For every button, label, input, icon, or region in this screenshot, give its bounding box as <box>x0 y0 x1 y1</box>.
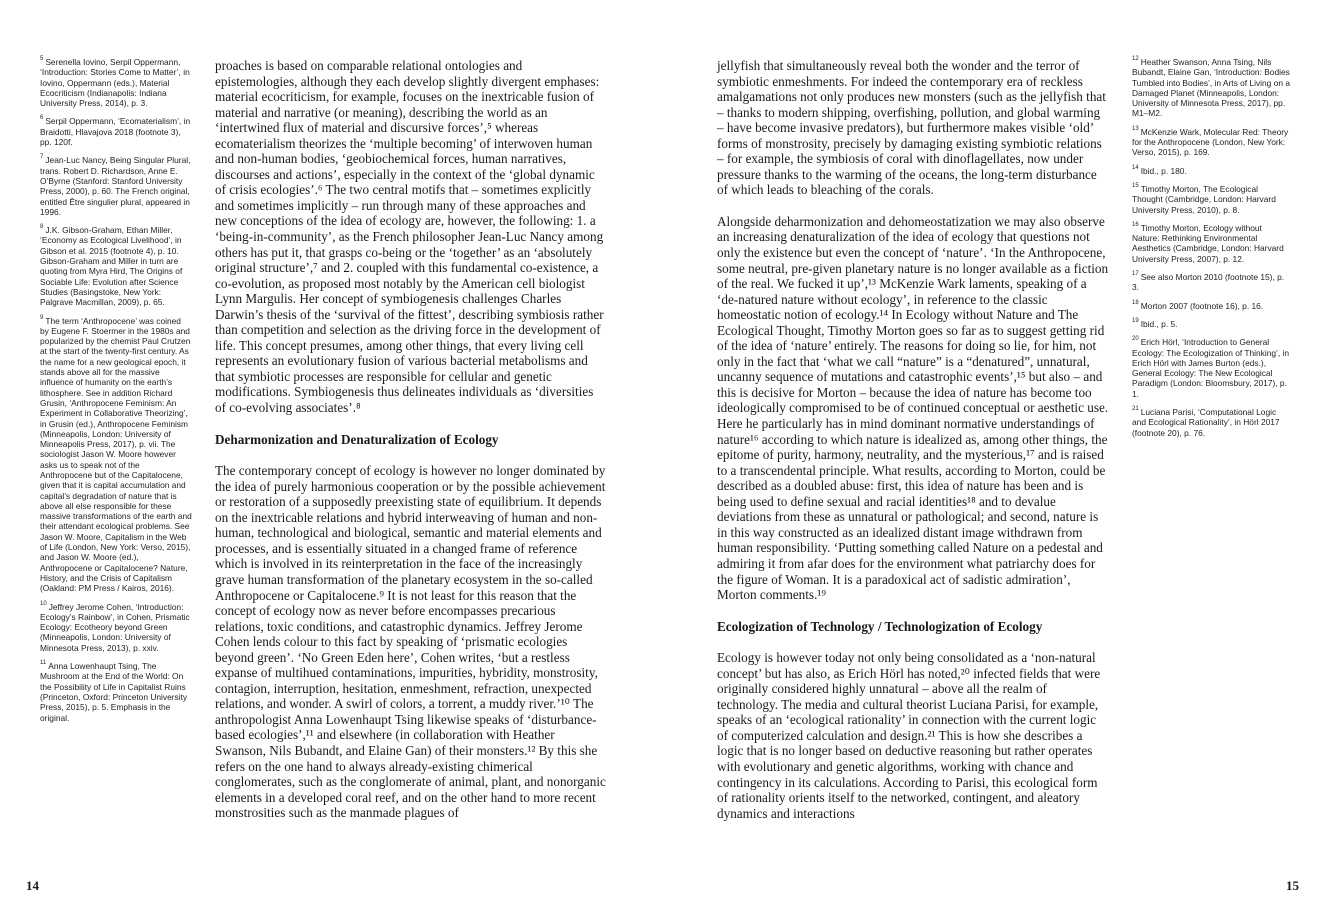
paragraph: Alongside deharmonization and dehomeostatization we may also observe an increasing denaturalization of the idea of ecology that questions not only the existence but even the concept of ‘nature’. ‘In the Anthropocene, some neutral, pre-given planetary nature is no longer available as a fiction of the real. We fucked it up’,¹³ McKenzie Wark laments, speaking of a ‘de-natured nature without ecology’, in reference to the classic homeostatic notion of ecology.¹⁴ In Ecology without Nature and The Ecological Thought, Timothy Morton goes so far as to suggest getting rid of the idea of ‘nature’ entirely. The reasons for doing so lie, for him, not only in the fact that ‘what we call “nature” is a “denatured”, unnatural, uncanny sequence of mutations and catastrophic events’,¹⁵ but also – and this is decisive for Morton – because the idea of nature has become too ideologically compromised to be of continued conceptual or aesthetic use. Here he particularly has in mind dominant normative understandings of nature¹⁶ according to which nature is idealized as, among other things, the epitome of purity, harmony, neutrality, and the mysterious,¹⁷ and is raised to a transcendental principle. What results, according to Morton, could be described as a doubled abuse: first, this idea of nature has been and is being used to define sexual and racial identities¹⁸ and to devalue deviations from these as unnatural or pathological; and second, nature is in this way constructed as an idealized distant image withdrawn from human responsibility. ‘Putting something called Nature on a pedestal and admiring it from afar does for the environment what patriarchy does for the figure of Woman. It is a paradoxical act of sadistic admiration’, Morton comments.¹⁹ <box>717 213 1109 603</box>
footnote: $^6$ Serpil Oppermann, ‘Ecomaterialism’, in Braidotti, Hlavajova 2018 (footnote 3), pp. 120f. <box>40 115 191 148</box>
footnote: $^{18}$ Morton 2007 (footnote 16), p. 16. <box>1132 299 1264 311</box>
footnote: $^{13}$ McKenzie Wark, Molecular Red: Theory for the Anthropocene (London, New York: Verso, 2015), p. 169. <box>1132 125 1289 158</box>
body-text-right <box>717 58 1109 821</box>
section-heading: Deharmonization and Denaturalization of Ecology <box>215 431 499 447</box>
footnote: $^{19}$ Ibid., p. 5. <box>1132 317 1178 329</box>
paragraph: Ecology is however today not only being consolidated as a ‘non-natural concept’ but has also, as Erich Hörl has noted,²⁰ infected fields that were originally considered highly unnatural – above all the realm of technology. The media and cultural theorist Luciana Parisi, for example, speaks of an ‘ecological rationality’ in connection with the current logic of computerized calculation and design.²¹ This is how she describes a logic that is no longer based on deductive reasoning but rather operates with evolutionary and genetic algorithms, working with chance and contingency in its calculations. According to Parisi, this ecological form of rationality orients itself to the networked, contingent, and aleatory dynamics and interactions <box>717 650 1101 821</box>
footnote: $^{21}$ Luciana Parisi, ‘Computational Logic and Ecological Rationality’, in Hörl 2017 (footnote 20), p. 76. <box>1132 406 1280 438</box>
footnote: $^5$ Serenella Iovino, Serpil Oppermann, ‘Introduction: Stories Come to Matter’, in Iovino, Oppermann (eds.), Material Ecocriticism (Indianapolis: Indiana University Press, 2014), p. 3. <box>40 56 190 109</box>
paragraph: proaches is based on comparable relational ontologies and epistemologies, although they each develop slightly divergent emphases: material ecocriticism, for example, focuses on the inextricable fusion of material and narrative (or meaning), describing the world as an ‘intertwined flux of material and discursive forces’,⁵ whereas ecomaterialism theorizes the ‘multiple becoming’ of interwoven human and non-human bodies, ‘geobiochemical forces, human narratives, discourses and actions’, especially in the context of the ‘global dynamic of crisis ecologies’.⁶ The two central motifs that – sometimes explicitly and sometimes implicitly – run through many of these approaches and new conceptions of the idea of ecology are, however, the following: 1. a ‘being-in-community’, as the French philosopher Jean-Luc Nancy among others has put it, that grasps co-being or the ‘together’ as an ‘absolutely original structure’,⁷ and 2. coupled with this fundamental co-existence, a co-evolution, as proposed most notably by the American cell biologist Lynn Margulis. Her concept of symbiogenesis challenges Charles Darwin’s thesis of the ‘survival of the fittest’, describing symbiosis rather than competition and selection as the driving force in the development of life. This concept presumes, among other things, that every living cell represents an evolutionary fusion of various bacterial metabolisms and that symbiotic processes are responsible for cellular and genetic modifications. Symbiogenesis thus delineates individuals as ‘diversities of co-evolving associates’.⁸ <box>215 58 604 416</box>
footnote: $^{20}$ Erich Hörl, ‘Introduction to General Ecology: The Ecologization of Thinking’, in Erich Hörl with James Burton (eds.), General Ecology: The New Ecological Paradigm (London: Bloomsbury, 2017), p. 1. <box>1132 336 1290 399</box>
footnote: $^{17}$ See also Morton 2010 (footnote 15), p. 3. <box>1132 271 1285 293</box>
footnote: $^7$ Jean-Luc Nancy, Being Singular Plural, trans. Robert D. Richardson, Anne E. O’Byrne (Stanford: Stanford University Press, 2000), p. 60. The French original, entitled Être singulier plural, appeared in 1996. <box>40 154 191 217</box>
paragraph: The contemporary concept of ecology is however no longer dominated by the idea of purely harmonious cooperation or by the possible achievement or restoration of a supposedly preexisting state of equilibrium. It depends on the inextricable relations and hybrid interweaving of human and non-human, technological and biological, semantic and material elements and processes, and is essentially situated in a changed frame of reference which is involved in its reinterpretation in the face of the increasingly grave human transformation of the planetary ecosystem in the so-called Anthropocene or Capitalocene.⁹ It is not least for this reason that the concept of ecology now as never before encompasses precarious relations, toxic conditions, and catastrophic dynamics. Jeffrey Jerome Cohen lends colour to this fact by speaking of ‘prismatic ecologies beyond green’. ‘No Green Eden here’, Cohen writes, ‘but a restless expanse of multihued contaminations, impurities, hybridity, monstrosity, contagion, interruption, hesitation, enmeshment, refraction, unexpected relations, and wonder. A swirl of colors, a torrent, a muddy river.’¹⁰ The anthropologist Anna Lowenhaupt Tsing likewise speaks of ‘disturbance-based ecologies’,¹¹ and elsewhere (in collaboration with Heather Swanson, Nils Bubandt, and Elaine Gan) of their monsters.¹² By this she refers on the one hand to always already-existing chimerical conglomerates, such as the conglomerate of animal, plant, and nonorganic elements in a developed coral reef, and on the other hand to more recent monstrosities such as the manmade plagues of <box>215 463 606 821</box>
footnote: $^{10}$ Jeffrey Jerome Cohen, ‘Introduction: Ecology’s Rainbow’, in Cohen, Prismatic Ecology: Ecotheory beyond Green (Minneapolis, London: University of Minnesota Press, 2013), p. xxiv. <box>40 600 190 653</box>
section-heading: Ecologization of Technology / Technologization of Ecology <box>717 618 1043 634</box>
paragraph: jellyfish that simultaneously reveal both the wonder and the terror of symbiotic enmeshments. For indeed the contemporary era of reckless amalgamations not only produces new monsters (such as the jellyfish that – thanks to modern shipping, overfishing, pollution, and global warming – have become invasive predators), but furthermore makes visible ‘old’ forms of monstrosity, precisely by damaging existing symbiotic relations – for example, the symbiosis of coral with dinoflagellates, now under pressure thanks to the warming of the oceans, the long-term disturbance of which leads to bleaching of the corals. <box>717 58 1106 198</box>
footnote: $^9$ The term ‘Anthropocene’ was coined by Eugene F. Stoermer in the 1980s and popularized by the chemist Paul Crutzen at the start of the twenty-first century. As the name for a new geological epoch, it stands above all for the massive influence of humanity on the earth’s lithosphere. See in addition Richard Grusin, ‘Anthropocene Feminism: An Experiment in Collaborative Theorizing’, in Grusin (ed.), Anthropocene Feminism (Minneapolis, London: University of Minneapolis Press, 2017), p. vii. The sociologist Jason W. Moore however asks us to speak not of the Anthropocene but of the Capitalocene, given that it is capital accumulation and capital’s degradation of nature that is above all else responsible for these massive transformations of the earth and their attendant ecological problems. See Jason W. Moore, Capitalism in the Web of Life (London, New York: Verso, 2015), and Jason W. Moore (ed.), Anthropocene or Capitalocene? Nature, History, and the Crisis of Capitalism (Oakland: PM Press / Kairos, 2016). <box>40 314 192 594</box>
right-page <box>663 0 1326 912</box>
footnote: $^{11}$ Anna Lowenhaupt Tsing, The Mushroom at the End of the World: On the Possibility of Life in Capitalist Ruins (Princeton, Oxford: Princeton University Press, 2015), p. 5. Emphasis in the original. <box>40 660 188 723</box>
footnote: $^8$ J.K. Gibson-Graham, Ethan Miller, ‘Economy as Ecological Livelihood’, in Gibson et al. 2015 (footnote 4), p. 10. Gibson-Graham and Miller in turn are quoting from Myra Hird, The Origins of Sociable Life: Evolution after Science Studies (Basingstoke, New York: Palgrave Macmillan, 2009), p. 65. <box>40 224 183 308</box>
body-text-left <box>215 58 607 821</box>
page-number: 14 <box>26 878 39 893</box>
footnote: $^{15}$ Timothy Morton, The Ecological Thought (Cambridge, London: Harvard University Press, 2010), p. 8. <box>1132 182 1276 215</box>
page-number: 15 <box>1286 878 1299 893</box>
footnotes-right <box>1132 57 1290 446</box>
footnotes-left <box>40 57 192 731</box>
footnote: $^{16}$ Timothy Morton, Ecology without Nature: Rethinking Environmental Aesthetics (Cambridge, London: Harvard University Press, 2007), p. 12. <box>1132 221 1284 264</box>
footnote: $^{14}$ Ibid., p. 180. <box>1132 164 1187 176</box>
footnote: $^{12}$ Heather Swanson, Anna Tsing, Nils Bubandt, Elaine Gan, ‘Introduction: Bodies Tumbled into Bodies’, in Arts of Living on a Damaged Planet (Minneapolis, London: University of Minnesota Press, 2017), pp. M1–M2. <box>1132 56 1290 119</box>
